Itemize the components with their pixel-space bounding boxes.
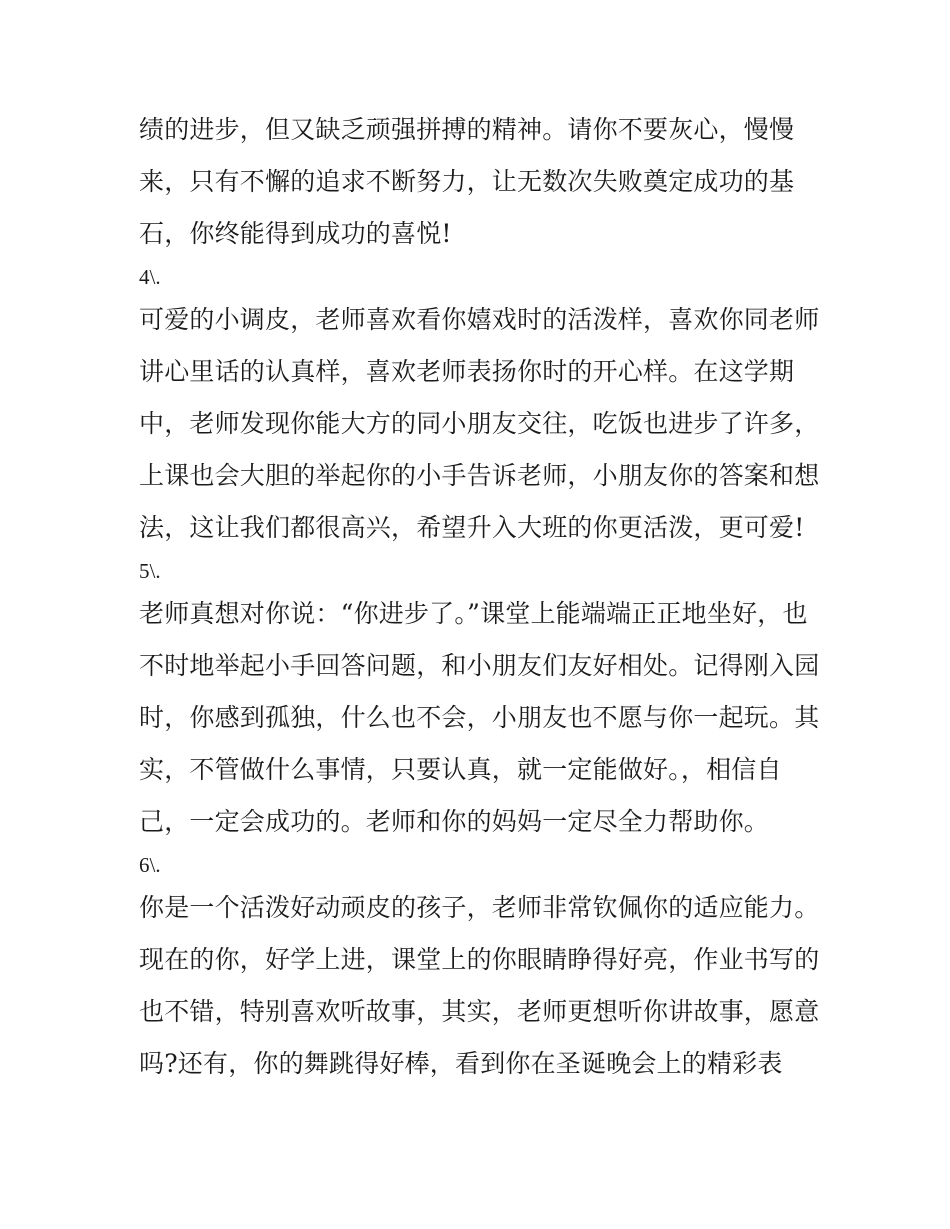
- paragraph-5: [139, 588, 819, 848]
- text-line: 石，你终能得到成功的喜悦!: [139, 219, 452, 248]
- text-line: 中，老师发现你能大方的同小朋友交往，吃饭也进步了许多，: [139, 409, 820, 438]
- text-line: 己，一定会成功的。老师和你的妈妈一定尽全力帮助你。: [139, 807, 770, 836]
- text-line: 可爱的小调皮，老师喜欢看你嬉戏时的活泼样，喜欢你同老师: [139, 305, 820, 334]
- text-line: 也不错，特别喜欢听故事，其实，老师更想听你讲故事，愿意: [139, 997, 820, 1026]
- text-line: 法，这让我们都很高兴，希望升入大班的你更活泼，更可爱!: [139, 513, 805, 542]
- text-line: 讲心里话的认真样，喜欢老师表扬你时的开心样。在这学期: [139, 357, 795, 386]
- paragraph-6: [139, 882, 819, 1090]
- item-number-4: 4\.: [139, 265, 161, 289]
- item-number-5: 5\.: [139, 559, 161, 583]
- text-line: 实，不管做什么事情，只要认真，就一定能做好。，相信自: [139, 755, 782, 784]
- text-line: 上课也会大胆的举起你的小手告诉老师，小朋友你的答案和想: [139, 461, 820, 490]
- paragraph-4: [139, 294, 819, 554]
- text-line: 不时地举起小手回答问题，和小朋友们友好相处。记得刚入园: [139, 651, 820, 680]
- text-line: 你是一个活泼好动顽皮的孩子，老师非常钦佩你的适应能力。: [139, 893, 820, 922]
- text-line: 吗?还有，你的舞跳得好棒，看到你在圣诞晚会上的精彩表: [139, 1049, 783, 1078]
- document-body: [139, 104, 819, 1090]
- text-line: 老师真想对你说：“你进步了。”课堂上能端端正正地坐好，也: [139, 599, 808, 628]
- text-line: 时，你感到孤独，什么也不会，小朋友也不愿与你一起玩。其: [139, 703, 820, 732]
- item-number-6: 6\.: [139, 853, 161, 877]
- text-line: 来，只有不懈的追求不断努力，让无数次失败奠定成功的基: [139, 167, 795, 196]
- text-line: 绩的进步，但又缺乏顽强拼搏的精神。请你不要灰心，慢慢: [139, 115, 795, 144]
- text-line: 现在的你，好学上进，课堂上的你眼睛睁得好亮，作业书写的: [139, 945, 820, 974]
- paragraph-3-continuation: [139, 104, 819, 260]
